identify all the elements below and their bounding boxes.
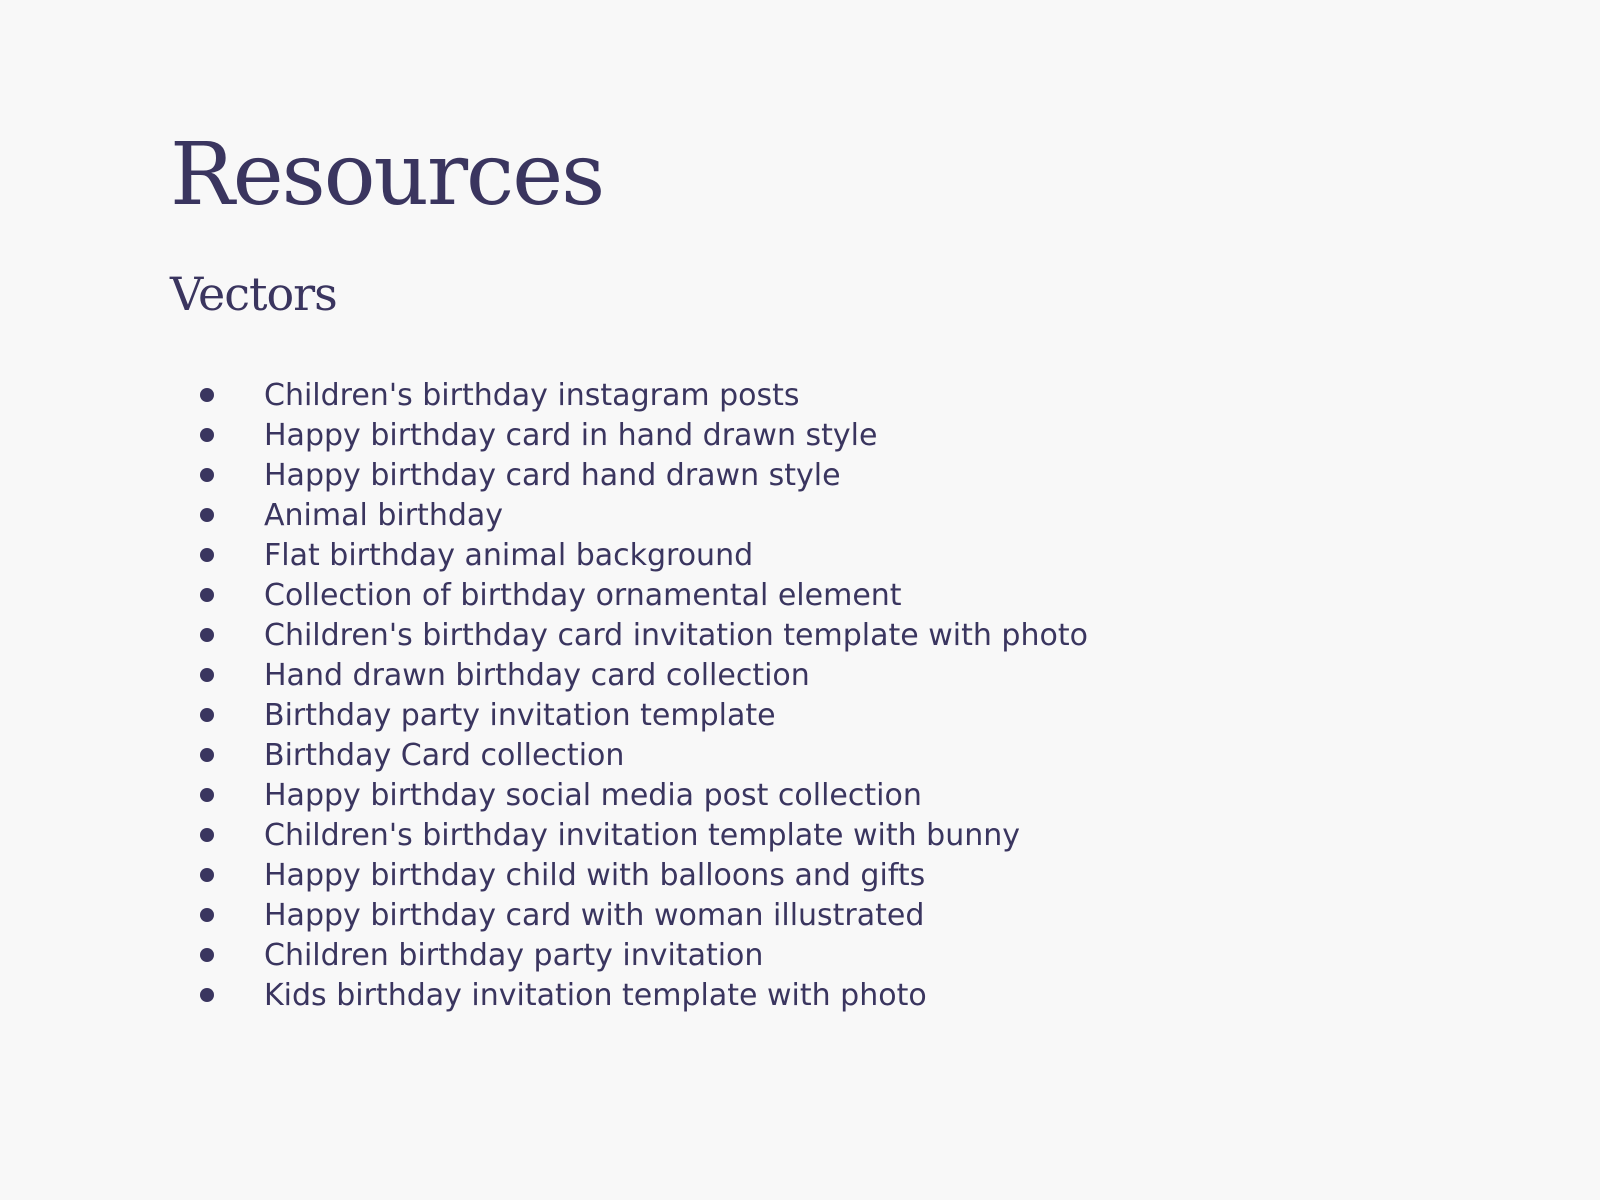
- bullet-icon: [200, 948, 264, 962]
- resource-link[interactable]: Birthday party invitation template: [264, 697, 776, 733]
- bullet-icon: [200, 788, 264, 802]
- list-item[interactable]: [200, 655, 1400, 695]
- list-item[interactable]: [200, 375, 1400, 415]
- resource-link[interactable]: Animal birthday: [264, 497, 504, 533]
- resource-link[interactable]: Happy birthday child with balloons and gifts: [264, 857, 926, 893]
- bullet-icon: [200, 508, 264, 522]
- resource-link[interactable]: Kids birthday invitation template with photo: [264, 977, 927, 1013]
- bullet-icon: [200, 548, 264, 562]
- list-item[interactable]: [200, 895, 1400, 935]
- resource-link[interactable]: Happy birthday card in hand drawn style: [264, 417, 878, 453]
- bullet-icon: [200, 428, 264, 442]
- list-item[interactable]: [200, 775, 1400, 815]
- list-item[interactable]: [200, 815, 1400, 855]
- bullet-icon: [200, 468, 264, 482]
- bullet-icon: [200, 628, 264, 642]
- bullet-icon: [200, 668, 264, 682]
- bullet-icon: [200, 588, 264, 602]
- list-item[interactable]: [200, 615, 1400, 655]
- resource-link[interactable]: Happy birthday social media post collection: [264, 777, 922, 813]
- bullet-icon: [200, 868, 264, 882]
- bullet-icon: [200, 708, 264, 722]
- resource-link[interactable]: Happy birthday card hand drawn style: [264, 457, 841, 493]
- bullet-icon: [200, 828, 264, 842]
- list-item[interactable]: [200, 735, 1400, 775]
- list-item[interactable]: [200, 535, 1400, 575]
- list-item[interactable]: [200, 415, 1400, 455]
- resource-link[interactable]: Flat birthday animal background: [264, 537, 754, 573]
- resource-link[interactable]: Hand drawn birthday card collection: [264, 657, 810, 693]
- resource-list: [200, 375, 1400, 1015]
- resource-link[interactable]: Children's birthday card invitation template with photo: [264, 617, 1088, 653]
- list-item[interactable]: [200, 975, 1400, 1015]
- resource-link[interactable]: Children's birthday invitation template with bunny: [264, 817, 1021, 853]
- list-item[interactable]: [200, 695, 1400, 735]
- section-title-vectors: Vectors: [170, 267, 337, 321]
- bullet-icon: [200, 988, 264, 1002]
- page-title: Resources: [170, 125, 604, 225]
- resource-link[interactable]: Collection of birthday ornamental element: [264, 577, 902, 613]
- bullet-icon: [200, 388, 264, 402]
- list-item[interactable]: [200, 855, 1400, 895]
- resource-link[interactable]: Happy birthday card with woman illustrated: [264, 897, 925, 933]
- list-item[interactable]: [200, 495, 1400, 535]
- resource-link[interactable]: Birthday Card collection: [264, 737, 625, 773]
- bullet-icon: [200, 748, 264, 762]
- resource-link[interactable]: Children birthday party invitation: [264, 937, 764, 973]
- list-item[interactable]: [200, 575, 1400, 615]
- list-item[interactable]: [200, 935, 1400, 975]
- bullet-icon: [200, 908, 264, 922]
- resource-link[interactable]: Children's birthday instagram posts: [264, 377, 800, 413]
- list-item[interactable]: [200, 455, 1400, 495]
